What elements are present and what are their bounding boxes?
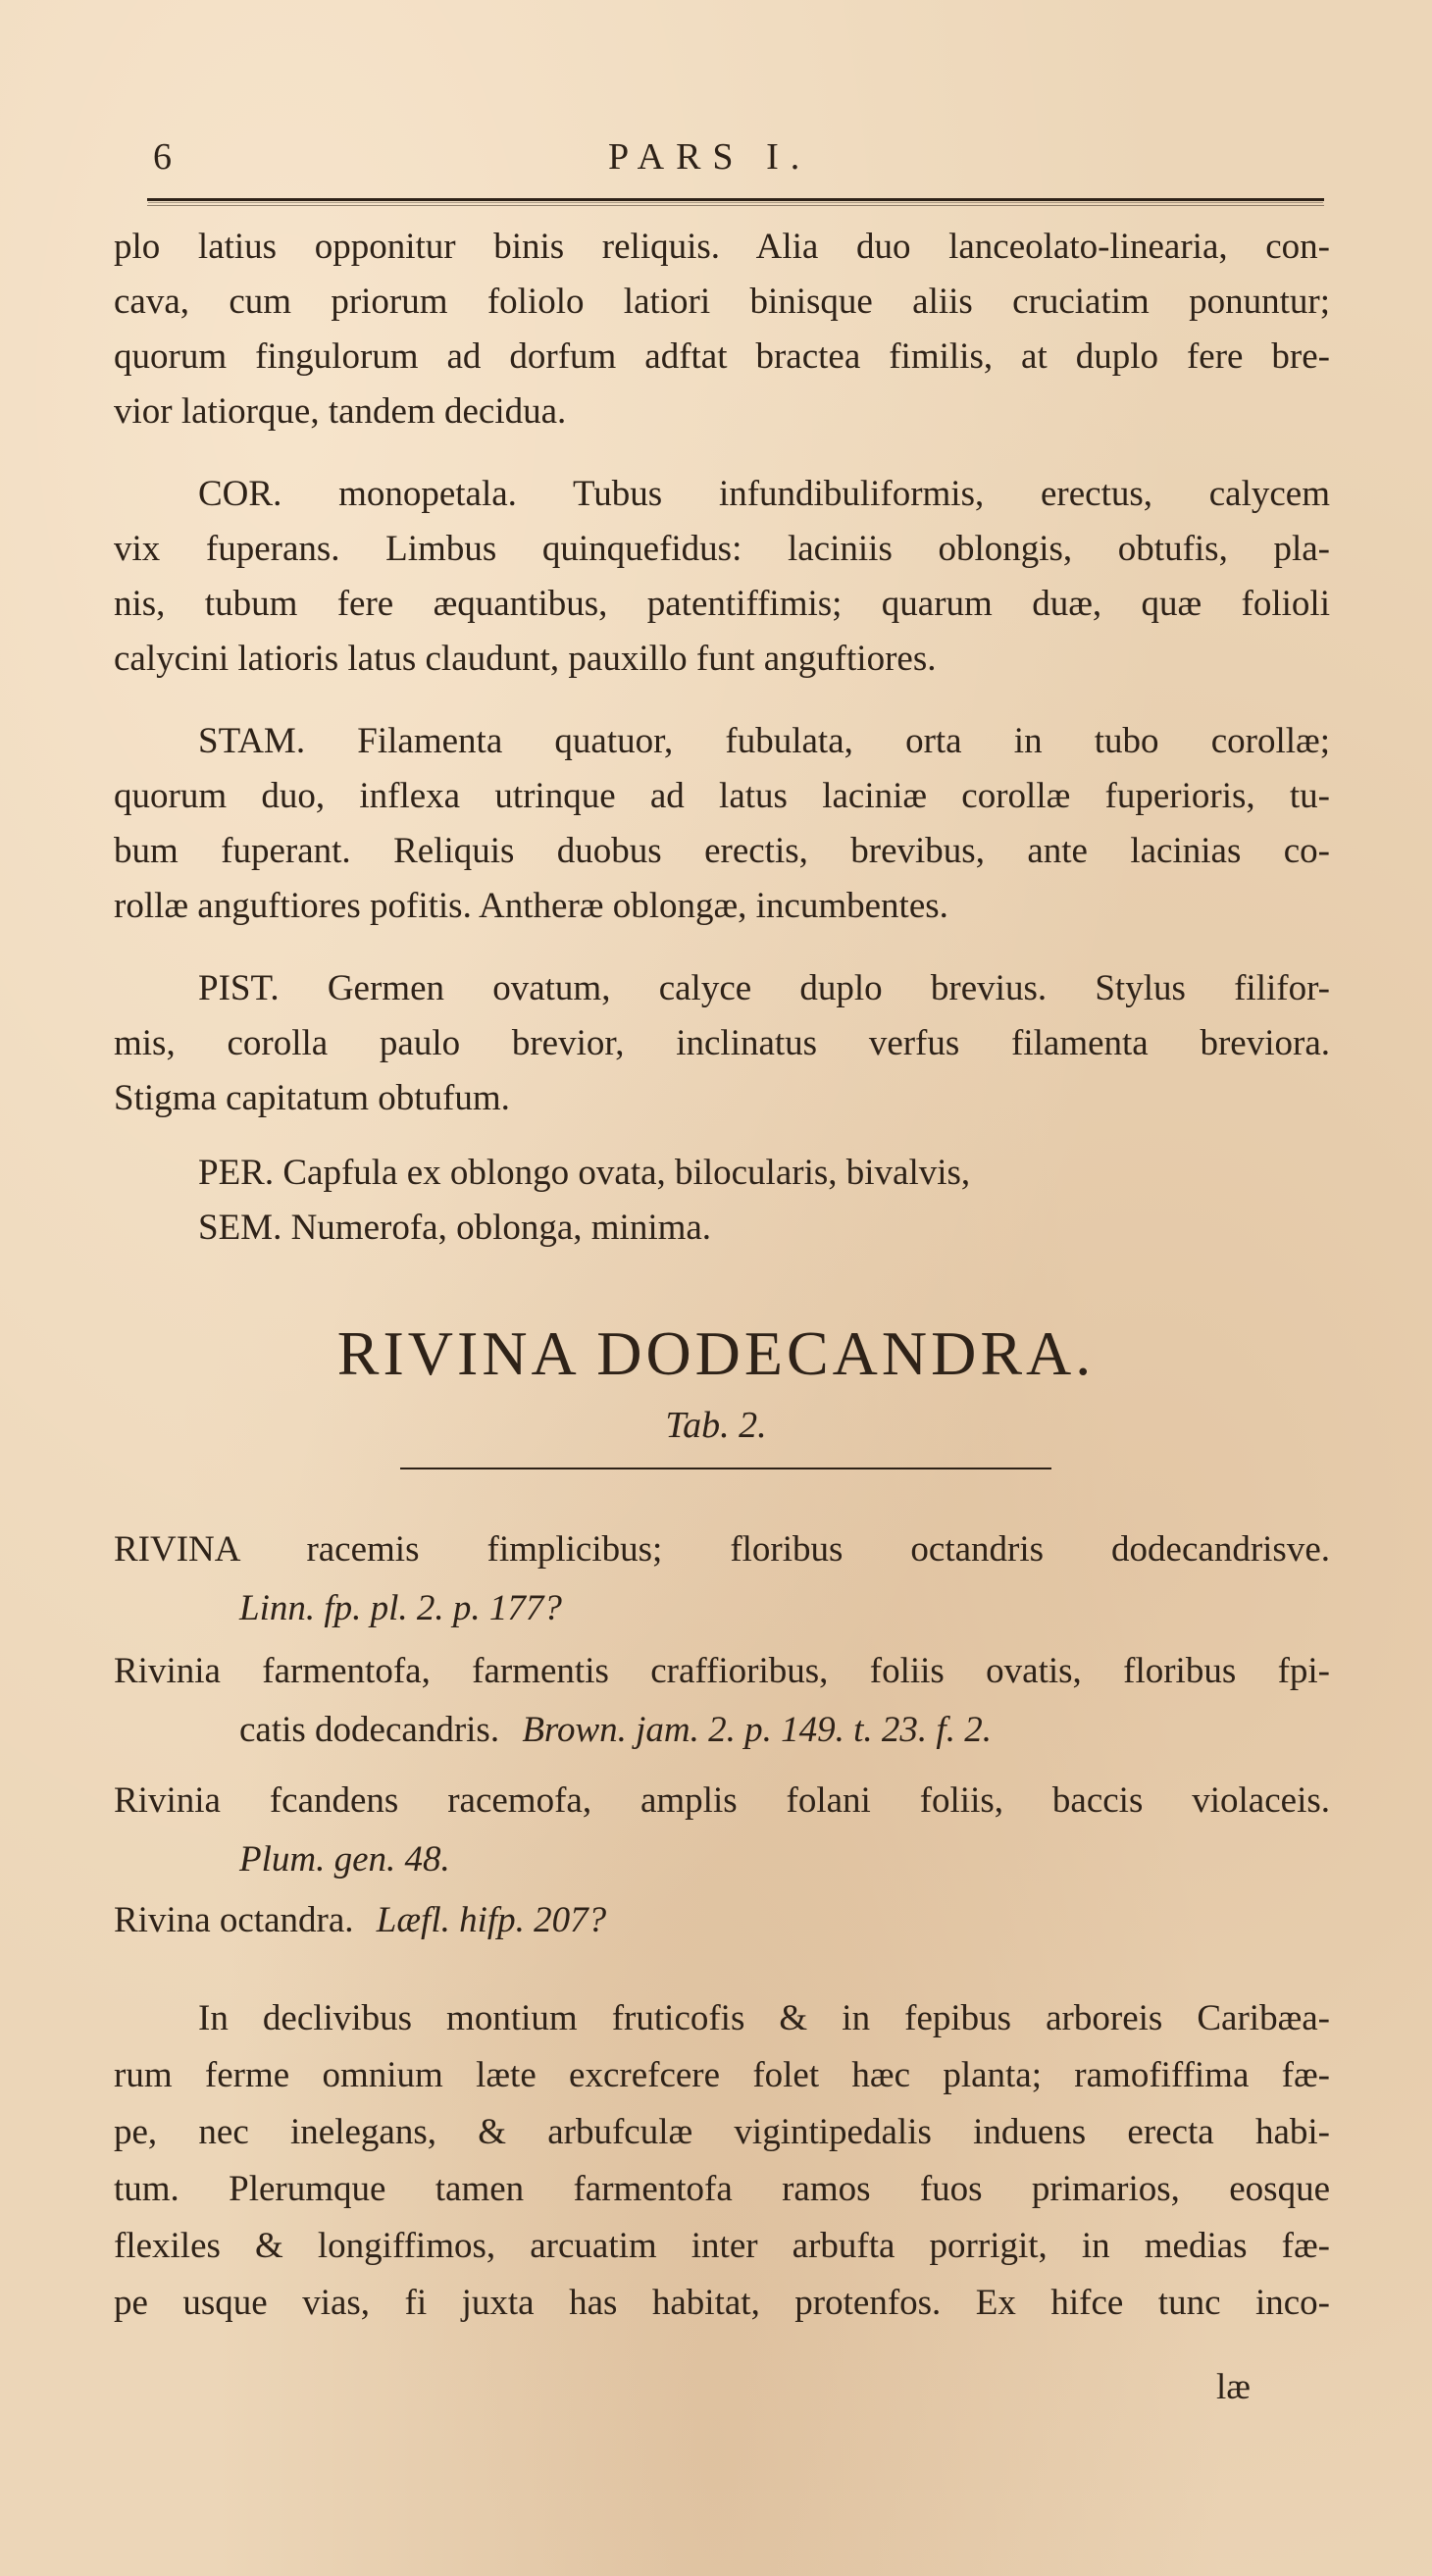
plate-reference: Tab. 2. xyxy=(665,1405,767,1446)
synonym-line: RIVINA racemis fimplicibus; floribus octandris dodecandrisve. xyxy=(114,1529,1330,1570)
text-line-per: PER. Capfula ex oblongo ovata, bilocularis, bivalvis, xyxy=(198,1153,971,1193)
text-line: rollæ anguftiores pofitis. Antheræ oblongæ, incumbentes. xyxy=(114,886,948,926)
text-line: vix fuperans. Limbus quinquefidus: laciniis oblongis, obtufis, pla- xyxy=(114,529,1330,569)
synonym-line-cont xyxy=(239,1703,1330,1758)
text-line-pist: PIST. Germen ovatum, calyce duplo brevius. Stylus filifor- xyxy=(198,968,1330,1008)
synonym-line: Rivinia farmentofa, farmentis craffioribus, foliis ovatis, floribus fpi- xyxy=(114,1651,1330,1691)
synonym-citation: Læfl. hifp. 207? xyxy=(376,1900,607,1940)
text-line: rum ferme omnium læte excrefcere folet hæc planta; ramofiffima fæ- xyxy=(114,2055,1330,2095)
text-line-sem: SEM. Numerofa, oblonga, minima. xyxy=(198,1208,712,1248)
synonym-line xyxy=(114,1893,1330,1948)
text-line: pe, nec inelegans, & arbufculæ vigintipedalis induens erecta habi- xyxy=(114,2112,1330,2152)
text-line: cava, cum priorum foliolo latiori binisque aliis cruciatim ponuntur; xyxy=(114,282,1330,322)
text-line: In declivibus montium fruticofis & in fepibus arboreis Caribæa- xyxy=(198,1998,1330,2038)
text-line: nis, tubum fere æquantibus, patentiffimis; quarum duæ, quæ folioli xyxy=(114,584,1330,624)
text-line: bum fuperant. Reliquis duobus erectis, brevibus, ante lacinias co- xyxy=(114,831,1330,871)
text-line-cor: COR. monopetala. Tubus infundibuliformis, erectus, calycem xyxy=(198,474,1330,514)
synonym-text: catis dodecandris. xyxy=(239,1710,500,1750)
text-line-stam: STAM. Filamenta quatuor, fubulata, orta in tubo corollæ; xyxy=(198,721,1330,761)
synonym-line: Rivinia fcandens racemofa, amplis folani foliis, baccis violaceis. xyxy=(114,1780,1330,1821)
text-line: plo latius opponitur binis reliquis. Alia duo lanceolato-linearia, con- xyxy=(114,227,1330,267)
synonym-text: Rivina octandra. xyxy=(114,1900,354,1940)
running-head: PARS I. xyxy=(608,136,812,178)
text-line: quorum duo, inflexa utrinque ad latus laciniæ corollæ fuperioris, tu- xyxy=(114,776,1330,816)
text-line: Stigma capitatum obtufum. xyxy=(114,1078,510,1118)
text-line: mis, corolla paulo brevior, inclinatus verfus filamenta breviora. xyxy=(114,1023,1330,1063)
synonym-citation: Linn. fp. pl. 2. p. 177? xyxy=(239,1588,562,1628)
text-line: quorum fingulorum ad dorfum adftat bractea fimilis, at duplo fere bre- xyxy=(114,336,1330,377)
species-title: RIVINA DODECANDRA. xyxy=(336,1318,1096,1388)
text-line: flexiles & longiffimos, arcuatim inter arbufta porrigit, in medias fæ- xyxy=(114,2226,1330,2266)
page-header xyxy=(0,132,1432,191)
catchword: læ xyxy=(1216,2367,1251,2407)
text-line: pe usque vias, fi juxta has habitat, protenfos. Ex hifce tunc inco- xyxy=(114,2283,1330,2323)
text-line: calycini latioris latus claudunt, pauxillo funt anguftiores. xyxy=(114,639,937,679)
page-number: 6 xyxy=(153,136,172,178)
synonym-citation: Brown. jam. 2. p. 149. t. 23. f. 2. xyxy=(522,1710,992,1750)
text-line: tum. Plerumque tamen farmentofa ramos fuos primarios, eosque xyxy=(114,2169,1330,2209)
header-rule xyxy=(147,198,1324,201)
text-line: vior latiorque, tandem decidua. xyxy=(114,391,567,432)
synonym-citation: Plum. gen. 48. xyxy=(239,1839,450,1880)
section-rule xyxy=(400,1468,1051,1469)
header-rule-thin xyxy=(147,205,1324,206)
